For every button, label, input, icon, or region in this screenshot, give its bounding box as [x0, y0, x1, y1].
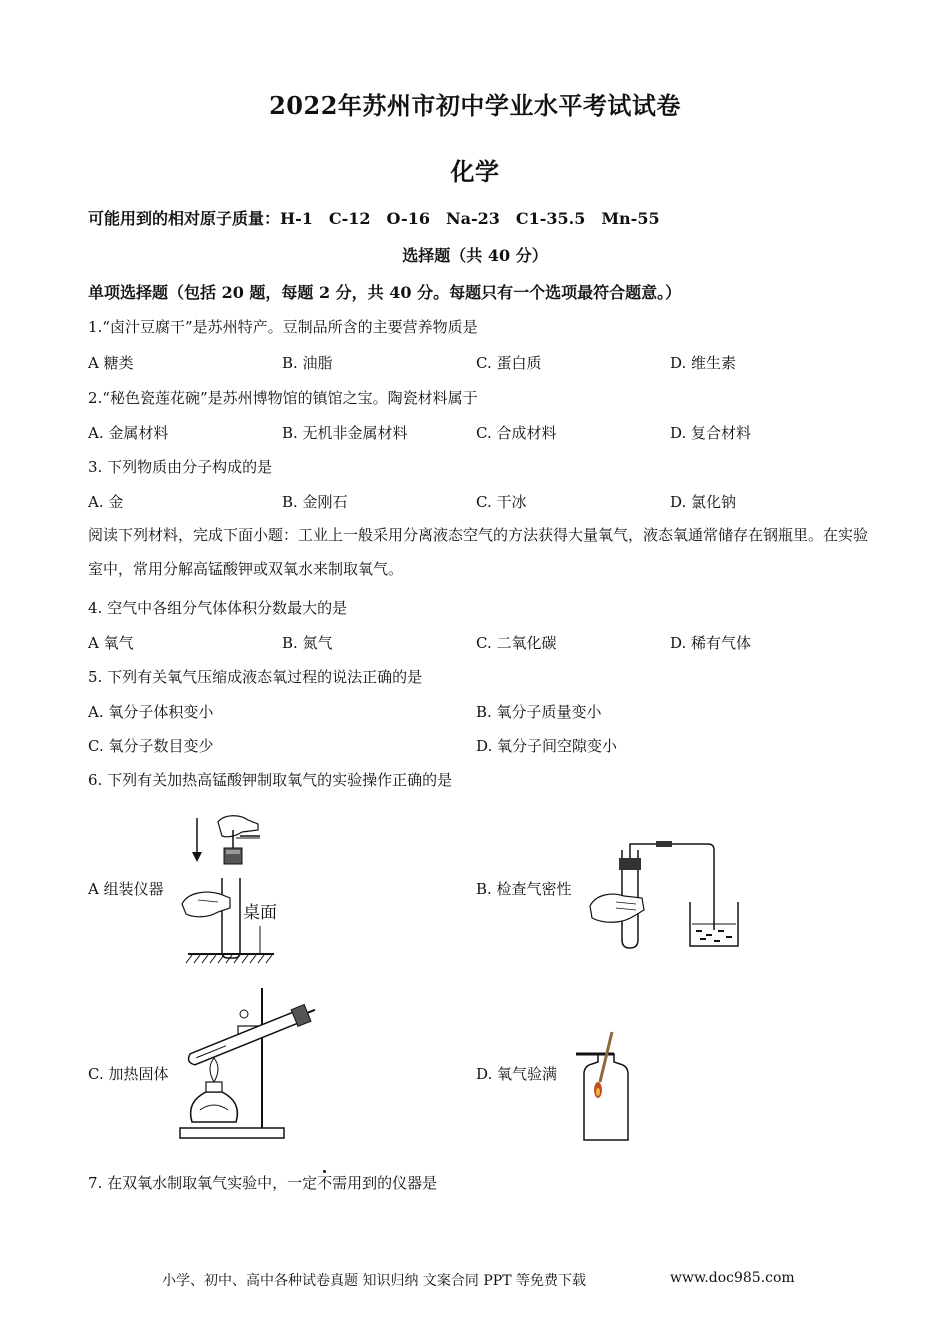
- q4-option-c: C. 二氧化碳: [476, 634, 557, 652]
- q3-stem: 3. 下列物质由分子构成的是: [88, 458, 273, 476]
- q6-option-a: A 组装仪器: [88, 880, 164, 898]
- q5-stem: 5. 下列有关氧气压缩成液态氧过程的说法正确的是: [88, 668, 423, 686]
- q3-option-a: A. 金: [88, 493, 124, 511]
- q2-stem: 2.“秘色瓷莲花碗”是苏州博物馆的镇馆之宝。陶瓷材料属于: [88, 389, 478, 407]
- exam-title: 2022年苏州市初中学业水平考试试卷: [269, 91, 681, 120]
- q6-option-c: C. 加热固体: [88, 1065, 169, 1083]
- q4-option-d: D. 稀有气体: [670, 634, 752, 652]
- q7-stem: [88, 1172, 437, 1193]
- q7-emphasis-word: 不: [317, 1174, 333, 1192]
- q1-option-d: D. 维生素: [670, 354, 737, 372]
- q3-option-d: D. 氯化钠: [670, 493, 737, 511]
- atomic-mass-line: 可能用到的相对原子质量：H-1 C-12 O-16 Na-23 C1-35.5 Mn-55: [88, 209, 660, 228]
- q6-option-d: D. 氧气验满: [476, 1065, 558, 1083]
- q1-option-a: A 糖类: [88, 354, 134, 372]
- q4-stem: 4. 空气中各组分气体体积分数最大的是: [88, 599, 348, 617]
- section-heading: 选择题（共 40 分）: [402, 246, 548, 265]
- q1-stem: 1.“卤汁豆腐干”是苏州特产。豆制品所含的主要营养物质是: [88, 318, 478, 336]
- table-surface-label: 桌面: [243, 903, 277, 923]
- instructions: 单项选择题（包括 20 题，每题 2 分，共 40 分。每题只有一个选项最符合题意。）: [88, 283, 682, 302]
- subject-title: 化学: [450, 157, 500, 186]
- airtightness-check-figure: [586, 836, 746, 952]
- q7-stem-before: 7. 在双氧水制取氧气实验中，一定: [88, 1174, 318, 1192]
- q5-option-b: B. 氧分子质量变小: [476, 703, 602, 721]
- q3-option-c: C. 干冰: [476, 493, 527, 511]
- q1-option-b: B. 油脂: [282, 354, 333, 372]
- footer-url[interactable]: www.doc985.com: [670, 1270, 795, 1286]
- q1-option-c: C. 蛋白质: [476, 354, 542, 372]
- reading-passage: 阅读下列材料，完成下面小题：工业上一般采用分离液态空气的方法获得大量氧气，液态氧通常储存在钢瓶里。在实验室中，常用分解高锰酸钾或双氧水来制取氧气。: [88, 526, 869, 578]
- q2-option-b: B. 无机非金属材料: [282, 424, 408, 442]
- q4-option-a: A 氧气: [88, 634, 134, 652]
- oxygen-full-test-figure: [574, 1030, 634, 1146]
- q2-option-a: A. 金属材料: [88, 424, 169, 442]
- assemble-apparatus-figure: [178, 808, 278, 968]
- q6-option-b: B. 检查气密性: [476, 880, 572, 898]
- heating-solid-figure: [176, 982, 324, 1142]
- q5-option-c: C. 氧分子数目变少: [88, 737, 214, 755]
- footer-text: 小学、初中、高中各种试卷真题 知识归纳 文案合同 PPT 等免费下载: [162, 1273, 586, 1289]
- q6-stem: 6. 下列有关加热高锰酸钾制取氧气的实验操作正确的是: [88, 771, 453, 789]
- q5-option-a: A. 氧分子体积变小: [88, 703, 214, 721]
- q2-option-d: D. 复合材料: [670, 424, 752, 442]
- q5-option-d: D. 氧分子间空隙变小: [476, 737, 618, 755]
- q3-option-b: B. 金刚石: [282, 493, 348, 511]
- q2-option-c: C. 合成材料: [476, 424, 557, 442]
- q4-option-b: B. 氮气: [282, 634, 333, 652]
- q7-stem-after: 需用到的仪器是: [332, 1174, 438, 1192]
